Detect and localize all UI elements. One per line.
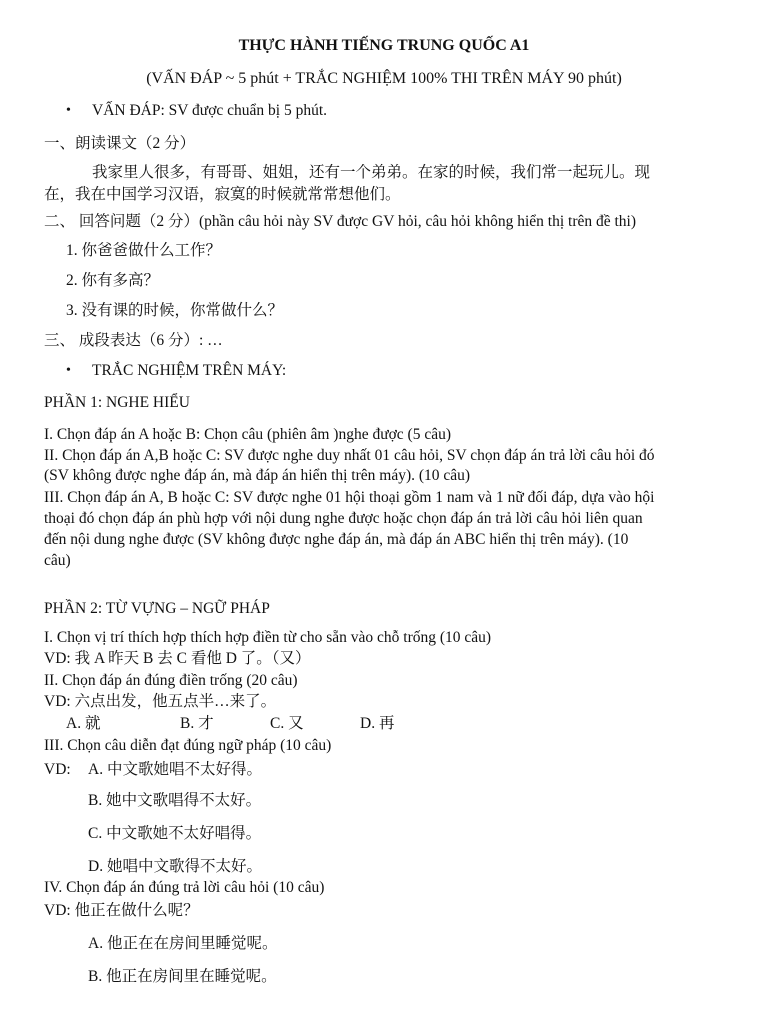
part-1-line: II. Chọn đáp án A,B hoặc C: SV được nghe duy nhất 01 câu hỏi, SV chọn đáp án trả lời câu hỏi đó <box>44 447 655 464</box>
question-2: 2. 你有多高？ <box>66 272 160 289</box>
iii-option-a: A. 中文歌她唱不太好得。 <box>88 761 262 778</box>
part-2-i-example: VD: 我 A 昨天 B 去 C 看他 D 了。（又） <box>44 650 311 667</box>
part-1-heading: PHẦN 1: NGHE HIỂU <box>44 394 190 411</box>
page-subtitle: (VẤN ĐÁP ~ 5 phút + TRẮC NGHIỆM 100% THI TRÊN MÁY 90 phút) <box>146 70 622 87</box>
part-1-line: I. Chọn đáp án A hoặc B: Chọn câu (phiên âm )nghe được (5 câu) <box>44 426 452 443</box>
part-2-iv-example: VD: 他正在做什么呢？ <box>44 902 199 919</box>
section-2-heading: 二、 回答问题（2 分）(phần câu hỏi này SV được GV hỏi, câu hỏi không hiển thị trên đề thi) <box>44 213 637 230</box>
choice-a: A. 就 <box>66 715 101 732</box>
part-2-iii-title: III. Chọn câu diễn đạt đúng ngữ pháp (10 câu) <box>44 737 332 754</box>
part-1-line: (SV không được nghe đáp án, mà đáp án hiển thị trên máy). (10 câu) <box>44 467 471 484</box>
choice-c: C. 又 <box>270 715 304 732</box>
part-1-line: thoại đó chọn đáp án phù hợp với nội dung nghe được hoặc chọn đáp án trả lời câu hỏi liên quan <box>44 510 643 527</box>
reading-text-line-2: 在，我在中国学习汉语，寂寞的时候就常常想他们。 <box>44 186 401 203</box>
part-2-heading: PHẦN 2: TỪ VỰNG – NGỮ PHÁP <box>44 600 270 617</box>
question-1: 1. 你爸爸做什么工作？ <box>66 242 222 259</box>
part-2-iii-vd: VD: <box>44 761 71 778</box>
part-2-i-title: I. Chọn vị trí thích hợp thích hợp điền từ cho sẵn vào chỗ trống (10 câu) <box>44 629 492 646</box>
reading-text-line-1: 我家里人很多，有哥哥、姐姐，还有一个弟弟。在家的时候，我们常一起玩儿。现 <box>92 164 651 181</box>
iv-option-b: B. 他正在房间里在睡觉呢。 <box>88 968 277 985</box>
choice-d: D. 再 <box>360 715 395 732</box>
part-2-iv-title: IV. Chọn đáp án đúng trả lời câu hỏi (10 câu) <box>44 879 325 896</box>
question-3: 3. 没有课的时候，你常做什么？ <box>66 302 284 319</box>
iii-option-b: B. 她中文歌唱得不太好。 <box>88 792 262 809</box>
oral-bullet <box>68 101 327 121</box>
part-2-ii-example: VD: 六点出发，他五点半…来了。 <box>44 693 277 710</box>
part-1-line: câu) <box>44 552 71 569</box>
part-1-line: đến nội dung nghe được (SV không được nghe đáp án, mà đáp án ABC hiển thị trên máy). (10 <box>44 531 629 548</box>
page-title: THỰC HÀNH TIẾNG TRUNG QUỐC A1 <box>238 37 530 54</box>
part-1-line: III. Chọn đáp án A, B hoặc C: SV được nghe 01 hội thoại gồm 1 nam và 1 nữ đối đáp, dựa vào hội <box>44 489 655 506</box>
mcq-bullet-text: TRẮC NGHIỆM TRÊN MÁY: <box>92 362 287 379</box>
choice-b: B. 才 <box>180 715 214 732</box>
mcq-bullet <box>68 361 286 381</box>
section-3-heading: 三、 成段表达（6 分）: … <box>44 332 223 349</box>
oral-bullet-text: VẤN ĐÁP: SV được chuẩn bị 5 phút. <box>92 102 328 119</box>
iii-option-d: D. 她唱中文歌得不太好。 <box>88 858 262 875</box>
part-2-ii-title: II. Chọn đáp án đúng điền trống (20 câu) <box>44 672 298 689</box>
section-1-heading: 一、朗读课文（2 分） <box>44 135 196 152</box>
iv-option-a: A. 他正在在房间里睡觉呢。 <box>88 935 278 952</box>
iii-option-c: C. 中文歌她不太好唱得。 <box>88 825 262 842</box>
